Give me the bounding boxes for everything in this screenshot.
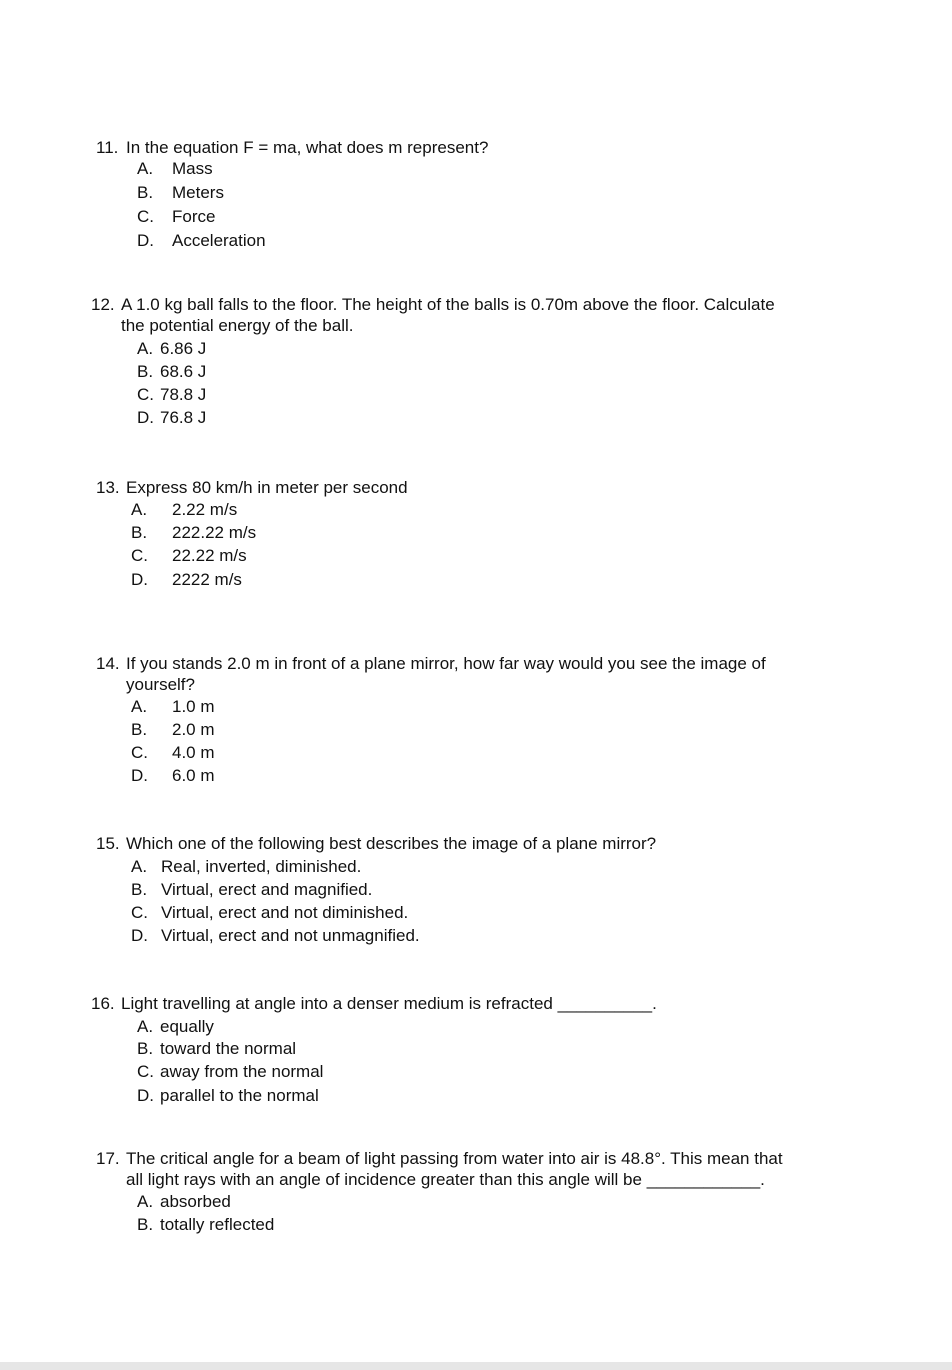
option-letter: A.: [137, 1017, 154, 1036]
option-letter: D.: [131, 766, 148, 785]
option-text: absorbed: [160, 1192, 231, 1211]
option-letter: D.: [137, 231, 154, 250]
question-number: 11.: [96, 138, 119, 157]
question-text: The critical angle for a beam of light passing from water into air is 48.8°. This mean that: [126, 1149, 783, 1168]
option-text: 78.8 J: [160, 385, 207, 404]
option-letter: A.: [137, 1192, 154, 1211]
question-text: If you stands 2.0 m in front of a plane mirror, how far way would you see the image of: [126, 654, 766, 673]
option-text: 22.22 m/s: [172, 546, 247, 565]
option-text: equally: [160, 1017, 214, 1036]
option-letter: B.: [137, 362, 154, 381]
option-letter: C.: [131, 546, 148, 565]
option-letter: B.: [131, 720, 148, 739]
question-text: the potential energy of the ball.: [121, 316, 354, 335]
option-letter: D.: [131, 926, 148, 945]
option-text: Virtual, erect and not diminished.: [161, 903, 409, 922]
option-text: 2.0 m: [172, 720, 215, 739]
question-text: A 1.0 kg ball falls to the floor. The height of the balls is 0.70m above the floor. Calculate: [121, 295, 775, 314]
option-letter: B.: [131, 880, 148, 899]
question-number: 12.: [91, 295, 115, 314]
page-bottom-edge: [0, 1362, 952, 1370]
option-text: 4.0 m: [172, 743, 215, 762]
option-letter: D.: [131, 570, 148, 589]
question-text: Which one of the following best describes the image of a plane mirror?: [126, 834, 657, 853]
question-text: In the equation F = ma, what does m represent?: [126, 138, 489, 157]
option-letter: A.: [137, 159, 154, 178]
question-text: Express 80 km/h in meter per second: [126, 478, 408, 497]
option-letter: A.: [137, 339, 154, 358]
option-text: 76.8 J: [160, 408, 207, 427]
question-text: Light travelling at angle into a denser medium is refracted __________.: [121, 994, 657, 1013]
option-text: parallel to the normal: [160, 1086, 319, 1105]
question-number: 16.: [91, 994, 115, 1013]
option-text: totally reflected: [160, 1215, 275, 1234]
option-text: 2.22 m/s: [172, 500, 238, 519]
option-letter: A.: [131, 857, 148, 876]
option-text: 222.22 m/s: [172, 523, 257, 542]
option-text: 2222 m/s: [172, 570, 242, 589]
option-text: Meters: [172, 183, 224, 202]
option-letter: A.: [131, 697, 148, 716]
option-letter: C.: [131, 903, 148, 922]
option-text: Virtual, erect and not unmagnified.: [161, 926, 420, 945]
option-text: away from the normal: [160, 1062, 324, 1081]
question-number: 13.: [96, 478, 120, 497]
option-letter: C.: [131, 743, 148, 762]
question-text: all light rays with an angle of incidence greater than this angle will be ____________.: [126, 1170, 765, 1189]
option-text: 1.0 m: [172, 697, 215, 716]
option-text: toward the normal: [160, 1039, 297, 1058]
question-number: 14.: [96, 654, 120, 673]
option-letter: A.: [131, 500, 148, 519]
option-text: Mass: [172, 159, 213, 178]
option-text: Acceleration: [172, 231, 266, 250]
option-letter: C.: [137, 207, 154, 226]
question-number: 17.: [96, 1149, 120, 1168]
option-letter: D.: [137, 408, 154, 427]
option-letter: C.: [137, 385, 154, 404]
option-letter: B.: [131, 523, 148, 542]
option-letter: D.: [137, 1086, 154, 1105]
option-letter: B.: [137, 1039, 154, 1058]
option-text: Virtual, erect and magnified.: [161, 880, 373, 899]
option-text: Force: [172, 207, 216, 226]
option-text: 68.6 J: [160, 362, 207, 381]
question-number: 15.: [96, 834, 120, 853]
option-letter: C.: [137, 1062, 154, 1081]
option-text: 6.86 J: [160, 339, 207, 358]
option-text: 6.0 m: [172, 766, 215, 785]
option-letter: B.: [137, 183, 154, 202]
question-text: yourself?: [126, 675, 195, 694]
option-letter: B.: [137, 1215, 154, 1234]
option-text: Real, inverted, diminished.: [161, 857, 362, 876]
